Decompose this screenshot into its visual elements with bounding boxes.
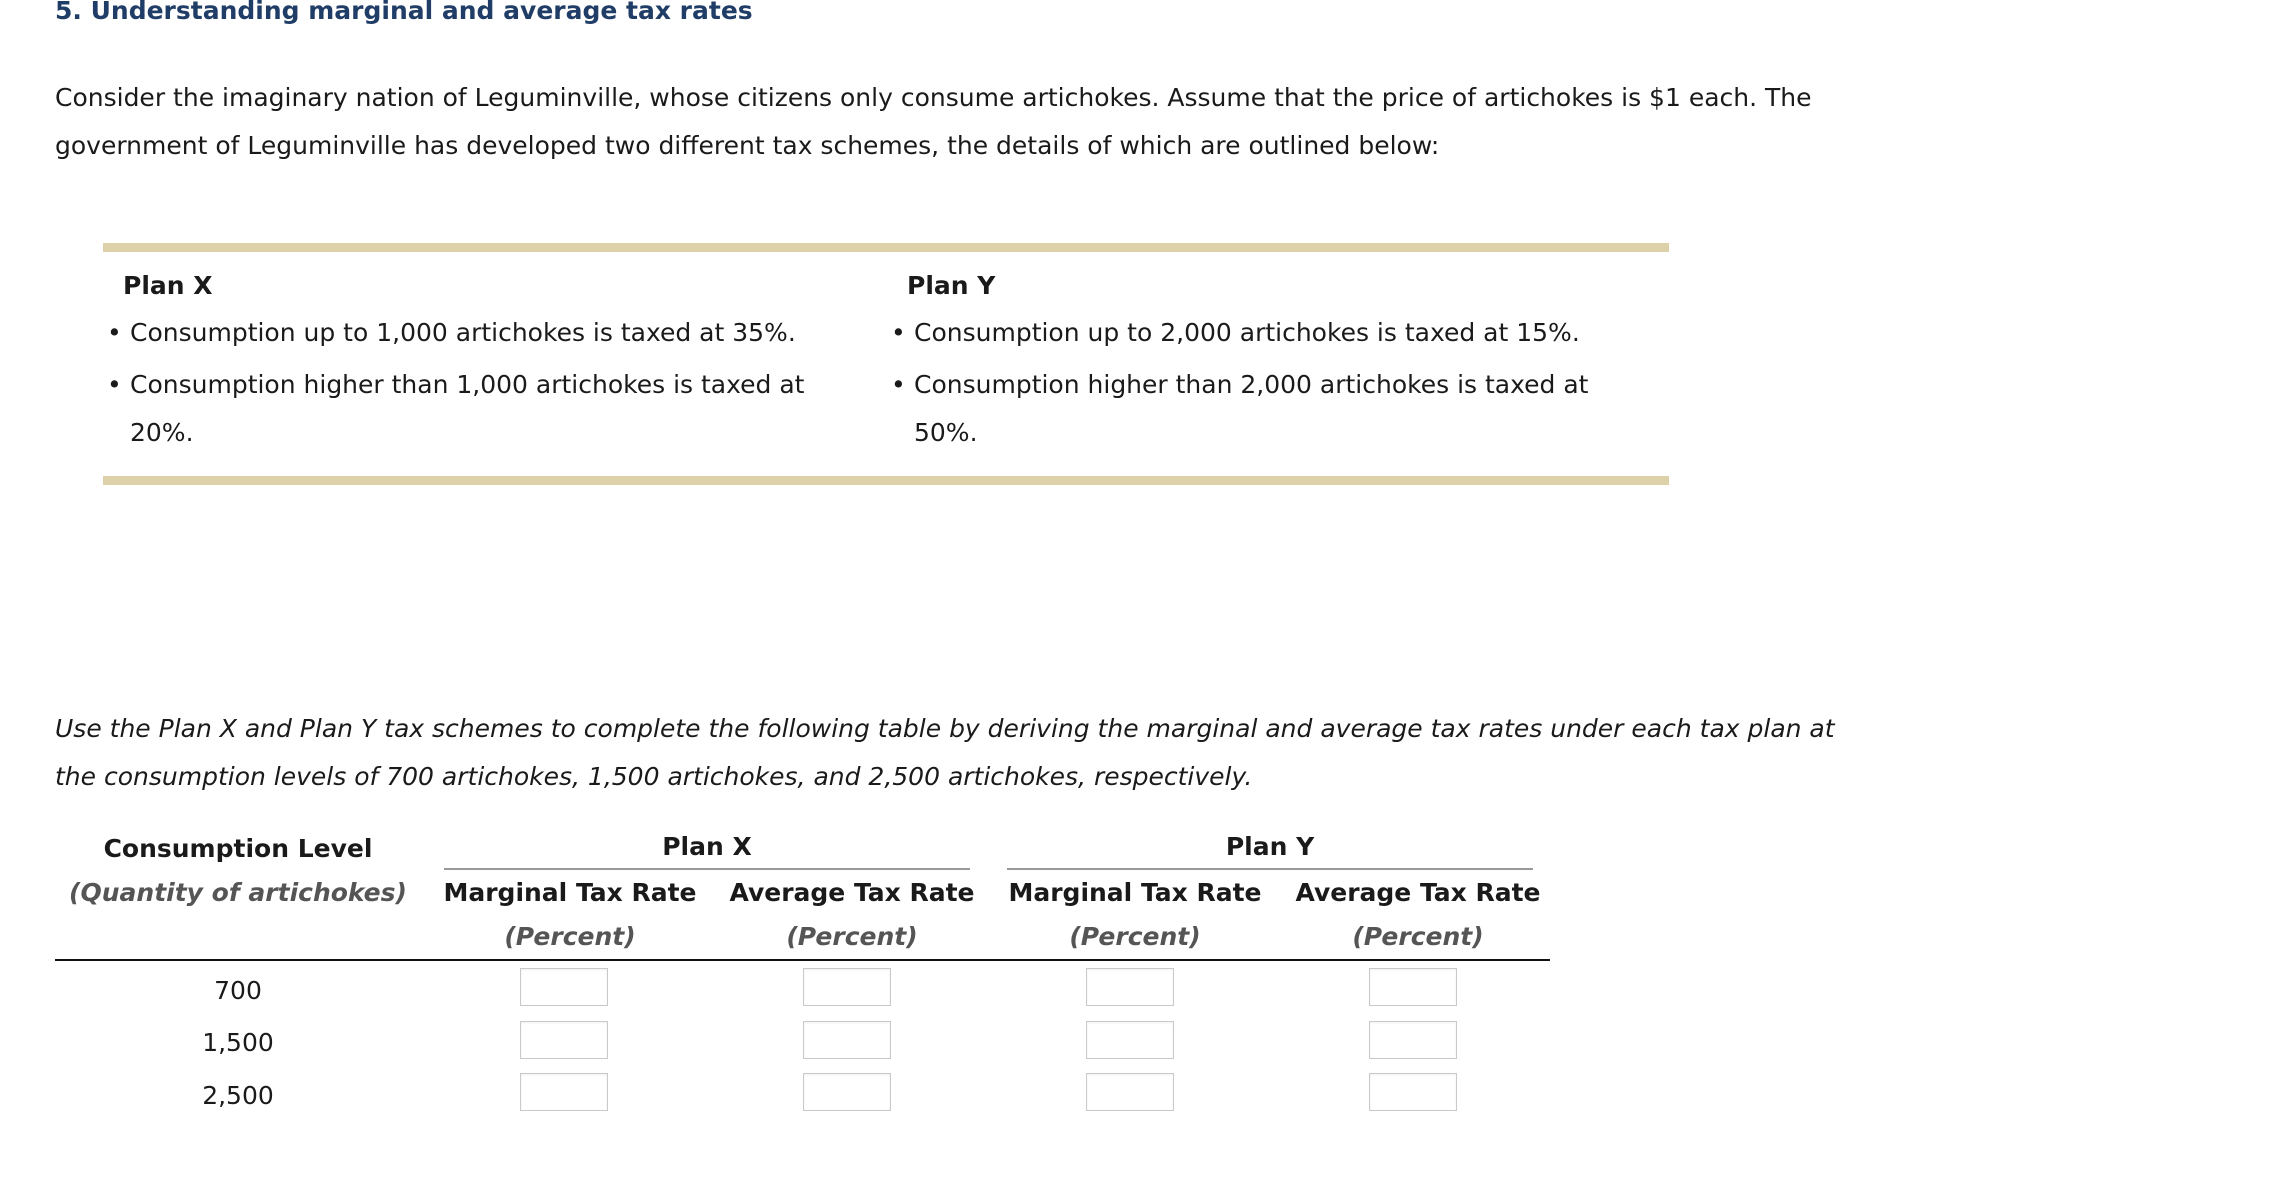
consumption-level-header: Consumption Level <box>103 834 373 863</box>
plan-x-title: Plan X <box>123 271 213 300</box>
plan-y-bullet-text: Consumption up to 2,000 artichokes is taxed at 15%. <box>914 318 1580 347</box>
plan-x-bullet-text: Consumption higher than 1,000 artichokes is taxed at 20%. <box>130 370 805 447</box>
consumption-level-cell: 1,500 <box>202 1028 274 1057</box>
bullet-icon: • <box>107 370 122 399</box>
consumption-level-cell: 2,500 <box>202 1081 274 1110</box>
plan-y-panel <box>887 267 1647 457</box>
plan-x-bullet <box>103 361 863 457</box>
plan-x-bullets <box>103 309 863 457</box>
plan-x-marginal-2500-input[interactable] <box>520 1073 608 1111</box>
plan-y-bullets <box>887 309 1647 457</box>
bullet-icon: • <box>891 318 906 347</box>
plan-y-marginal-1500-input[interactable] <box>1086 1021 1174 1059</box>
bullet-icon: • <box>891 370 906 399</box>
plan-y-average-2500-input[interactable] <box>1369 1073 1457 1111</box>
plan-x-bullet <box>103 309 863 357</box>
plan-y-average-header: Average Tax Rate <box>1295 878 1541 907</box>
plan-x-marginal-header: Marginal Tax Rate <box>443 878 697 907</box>
plan-y-average-700-input[interactable] <box>1369 968 1457 1006</box>
plan-y-title: Plan Y <box>907 271 996 300</box>
plan-y-marginal-unit: (Percent) <box>1069 922 1201 951</box>
plan-y-bullet-text: Consumption higher than 2,000 artichokes is taxed at 50%. <box>914 370 1589 447</box>
table-header-rule <box>55 959 1550 961</box>
plan-x-panel <box>103 267 863 457</box>
plan-y-header-rule <box>1007 868 1533 870</box>
plan-x-average-1500-input[interactable] <box>803 1021 891 1059</box>
bullet-icon: • <box>107 318 122 347</box>
intro-paragraph: Consider the imaginary nation of Leguminville, whose citizens only consume artichokes. Assume that the price of artichokes is $1 each. The government of Leguminville has developed two different tax schemes, the details of which are outlined below: <box>55 83 1812 160</box>
plan-x-average-2500-input[interactable] <box>803 1073 891 1111</box>
consumption-level-subheader: (Quantity of artichokes) <box>69 878 407 907</box>
plan-x-column-group-header: Plan X <box>662 832 752 861</box>
plan-y-average-unit: (Percent) <box>1352 922 1484 951</box>
plan-y-marginal-header: Marginal Tax Rate <box>1008 878 1262 907</box>
plan-x-header-rule <box>444 868 970 870</box>
plan-x-average-header: Average Tax Rate <box>729 878 975 907</box>
plan-y-bullet <box>887 361 1647 457</box>
plan-y-average-1500-input[interactable] <box>1369 1021 1457 1059</box>
plan-y-bullet <box>887 309 1647 357</box>
question-instructions: Use the Plan X and Plan Y tax schemes to complete the following table by deriving the marginal and average tax rates under each tax plan at the consumption levels of 700 artichokes, 1,500 artichokes, and 2,500 artichokes, respectively. <box>55 714 1835 791</box>
plan-x-bullet-text: Consumption up to 1,000 artichokes is taxed at 35%. <box>130 318 796 347</box>
tax-plans-box <box>103 243 1669 485</box>
plan-x-marginal-700-input[interactable] <box>520 968 608 1006</box>
plan-x-marginal-1500-input[interactable] <box>520 1021 608 1059</box>
consumption-level-cell: 700 <box>214 976 262 1005</box>
plan-y-column-group-header: Plan Y <box>1225 832 1315 861</box>
plan-y-marginal-2500-input[interactable] <box>1086 1073 1174 1111</box>
plan-x-average-700-input[interactable] <box>803 968 891 1006</box>
tax-rate-table <box>55 828 1550 1118</box>
plan-y-marginal-700-input[interactable] <box>1086 968 1174 1006</box>
plan-x-average-unit: (Percent) <box>786 922 918 951</box>
plan-x-marginal-unit: (Percent) <box>504 922 636 951</box>
page-title: 5. Understanding marginal and average tax rates <box>55 0 753 25</box>
